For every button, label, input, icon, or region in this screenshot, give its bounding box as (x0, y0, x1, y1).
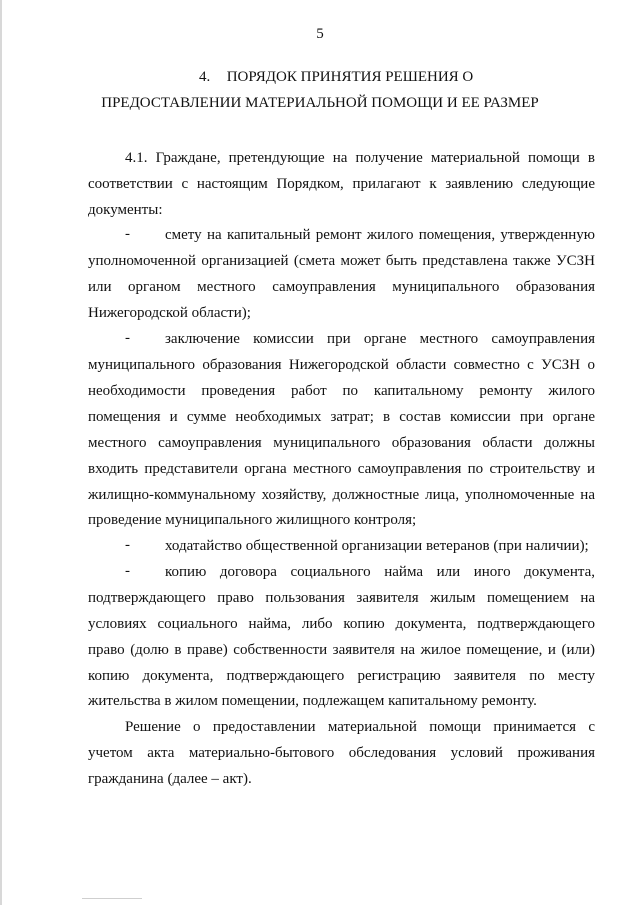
bullet-2-line-8: проведение муниципального жилищного контроля; (88, 512, 417, 528)
bullet-dash: - (125, 330, 130, 346)
bullet-1-line-3: или органом местного самоуправления муниципального образования (88, 279, 595, 295)
bullet-dash: - (125, 563, 130, 579)
section-number: 4. (199, 69, 211, 85)
bullet-3-line-1: ходатайство общественной организации ветеранов (при наличии); (165, 538, 589, 554)
bullet-4-line-1: копию договора социального найма или иного документа, (165, 564, 595, 580)
para-final-line-3: гражданина (далее – акт). (88, 771, 252, 787)
page-number: 5 (316, 26, 324, 42)
bullet-4-line-5: копию документа, подтверждающего регистрацию заявителя по месту (88, 668, 595, 684)
bullet-2-line-7: жилищно-коммунальному хозяйству, должностные лица, уполномоченные на (88, 487, 595, 503)
bullet-4-line-4: право (долю в праве) собственности заявителя на жилое помещение, и (или) (88, 642, 595, 658)
bullet-4-line-6: жительства в жилом помещении, подлежащем капитальному ремонту. (88, 693, 537, 709)
bullet-1-line-1: смету на капитальный ремонт жилого помещения, утвержденную (165, 227, 595, 243)
para-4-1-line-1: 4.1. Граждане, претендующие на получение материальной помощи в (125, 150, 595, 166)
section-title-line-1: ПОРЯДОК ПРИНЯТИЯ РЕШЕНИЯ О (226, 69, 474, 85)
para-final-line-1: Решение о предоставлении материальной помощи принимается с (125, 719, 595, 735)
para-final-line-2: учетом акта материально-бытового обследования условий проживания (88, 745, 595, 761)
scan-artifact (82, 898, 142, 899)
section-title-line-2: ПРЕДОСТАВЛЕНИИ МАТЕРИАЛЬНОЙ ПОМОЩИ И ЕЕ РАЗМЕР (101, 95, 539, 111)
para-4-1-line-2: соответствии с настоящим Порядком, прилагают к заявлению следующие (88, 176, 595, 192)
bullet-2-line-2: муниципального образования Нижегородской области совместно с УСЗН о (88, 357, 595, 373)
bullet-2-line-5: местного самоуправления муниципального образования области должны (88, 435, 595, 451)
bullet-1-line-2: уполномоченной организацией (смета может быть представлена также УСЗН (88, 253, 595, 269)
bullet-2-line-1: заключение комиссии при органе местного самоуправления (165, 331, 595, 347)
bullet-4-line-3: условиях социального найма, либо копию документа, подтверждающего (88, 616, 595, 632)
bullet-2-line-3: необходимости проведения работ по капитальному ремонту жилого (88, 383, 595, 399)
bullet-2-line-4: помещения и сумме необходимых затрат; в состав комиссии при органе (88, 409, 595, 425)
bullet-dash: - (125, 226, 130, 242)
para-4-1-line-3: документы: (88, 202, 163, 218)
bullet-dash: - (125, 537, 130, 553)
bullet-2-line-6: входить представители органа местного самоуправления по строительству и (88, 461, 595, 477)
bullet-1-line-4: Нижегородской области); (88, 305, 251, 321)
scan-edge (0, 0, 2, 905)
bullet-4-line-2: подтверждающего право пользования заявителя жилым помещением на (88, 590, 595, 606)
